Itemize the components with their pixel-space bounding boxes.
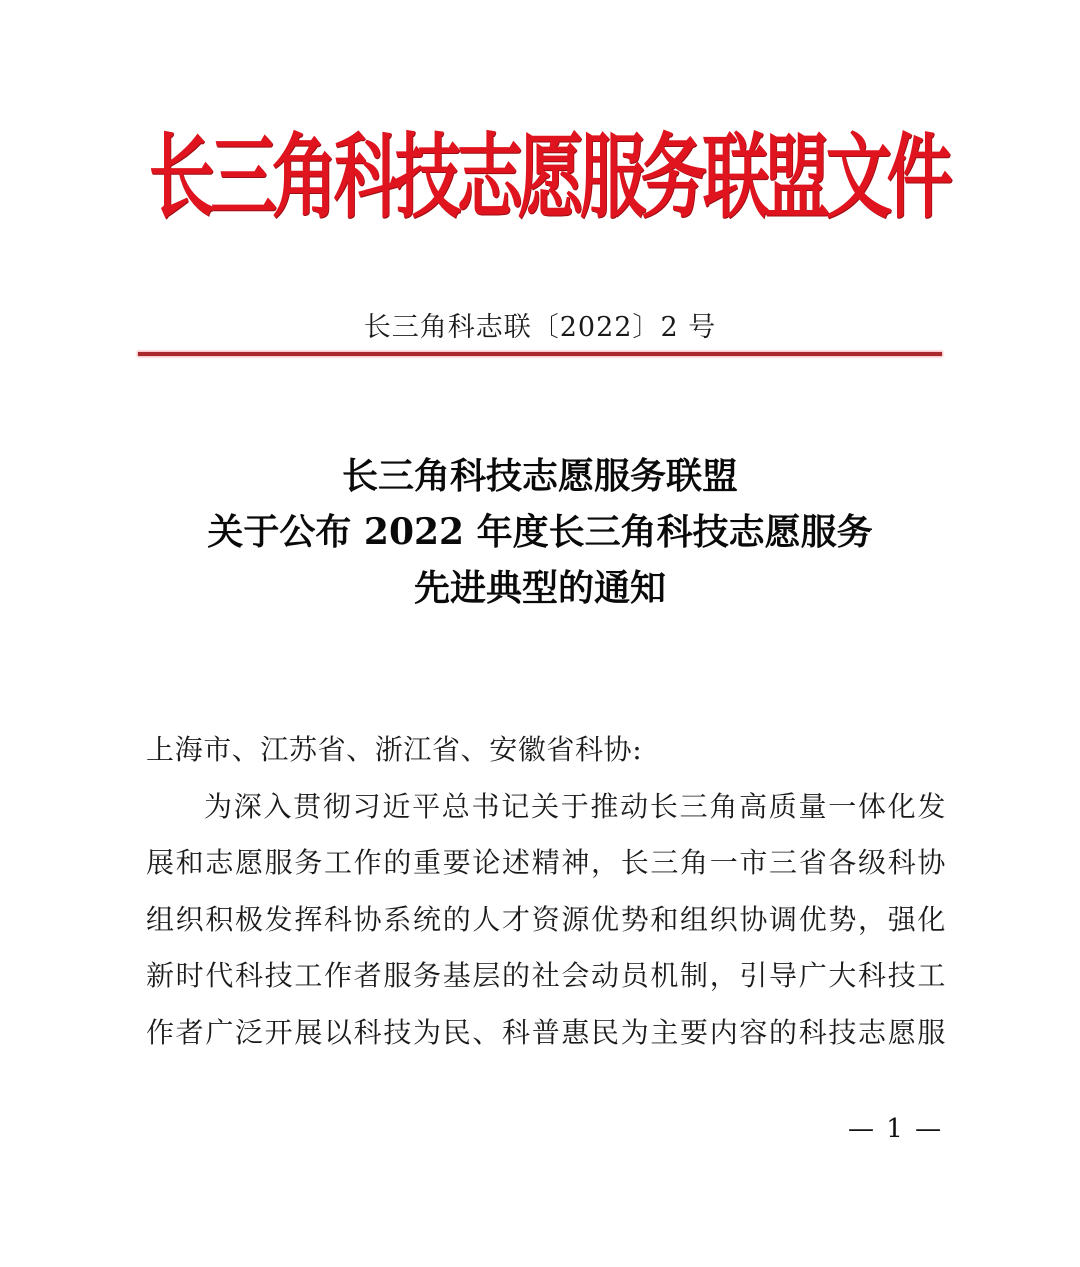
- document-number: 长三角科志联〔2022〕2 号: [363, 312, 717, 343]
- masthead-char: 盟: [763, 123, 831, 231]
- addressee: 上海市、江苏省、浙江省、安徽省科协:: [146, 733, 643, 766]
- masthead-char: 三: [210, 123, 277, 231]
- paragraph-line: 组织积极发挥科协系统的人才资源优势和组织协调优势，强化: [146, 902, 946, 936]
- red-separator-rule: [138, 352, 942, 356]
- paragraph-line: 新时代科技工作者服务基层的社会动员机制，引导广大科技工: [146, 959, 946, 992]
- masthead-char: 长: [148, 123, 215, 231]
- paragraph-line: 为深入贯彻习近平总书记关于推动长三角高质量一体化发: [204, 789, 946, 823]
- masthead-char: 件: [886, 123, 954, 231]
- masthead-char: 文: [825, 123, 892, 231]
- masthead-char: 志: [456, 123, 523, 231]
- masthead-char: 科: [333, 123, 400, 231]
- masthead-char: 务: [640, 123, 708, 231]
- document-title: [0, 448, 1080, 616]
- masthead-char: 服: [579, 123, 646, 231]
- document-body: [146, 722, 946, 1061]
- title-line: 长三角科技志愿服务联盟: [341, 455, 738, 497]
- masthead-title: [140, 112, 954, 242]
- page-number: — 1 —: [848, 1114, 944, 1144]
- title-line: 先进典型的通知: [413, 567, 666, 609]
- masthead-char: 愿: [517, 123, 585, 231]
- paragraph-line: 展和志愿服务工作的重要论述精神，长三角一市三省各级科协: [146, 846, 946, 879]
- title-line: 关于公布 2022 年度长三角科技志愿服务: [207, 511, 873, 553]
- paragraph-line: 作者广泛开展以科技为民、科普惠民为主要内容的科技志愿服: [146, 1015, 946, 1049]
- masthead-char: 联: [702, 123, 769, 231]
- masthead-char: 角: [271, 123, 338, 231]
- masthead-char: 技: [394, 123, 461, 231]
